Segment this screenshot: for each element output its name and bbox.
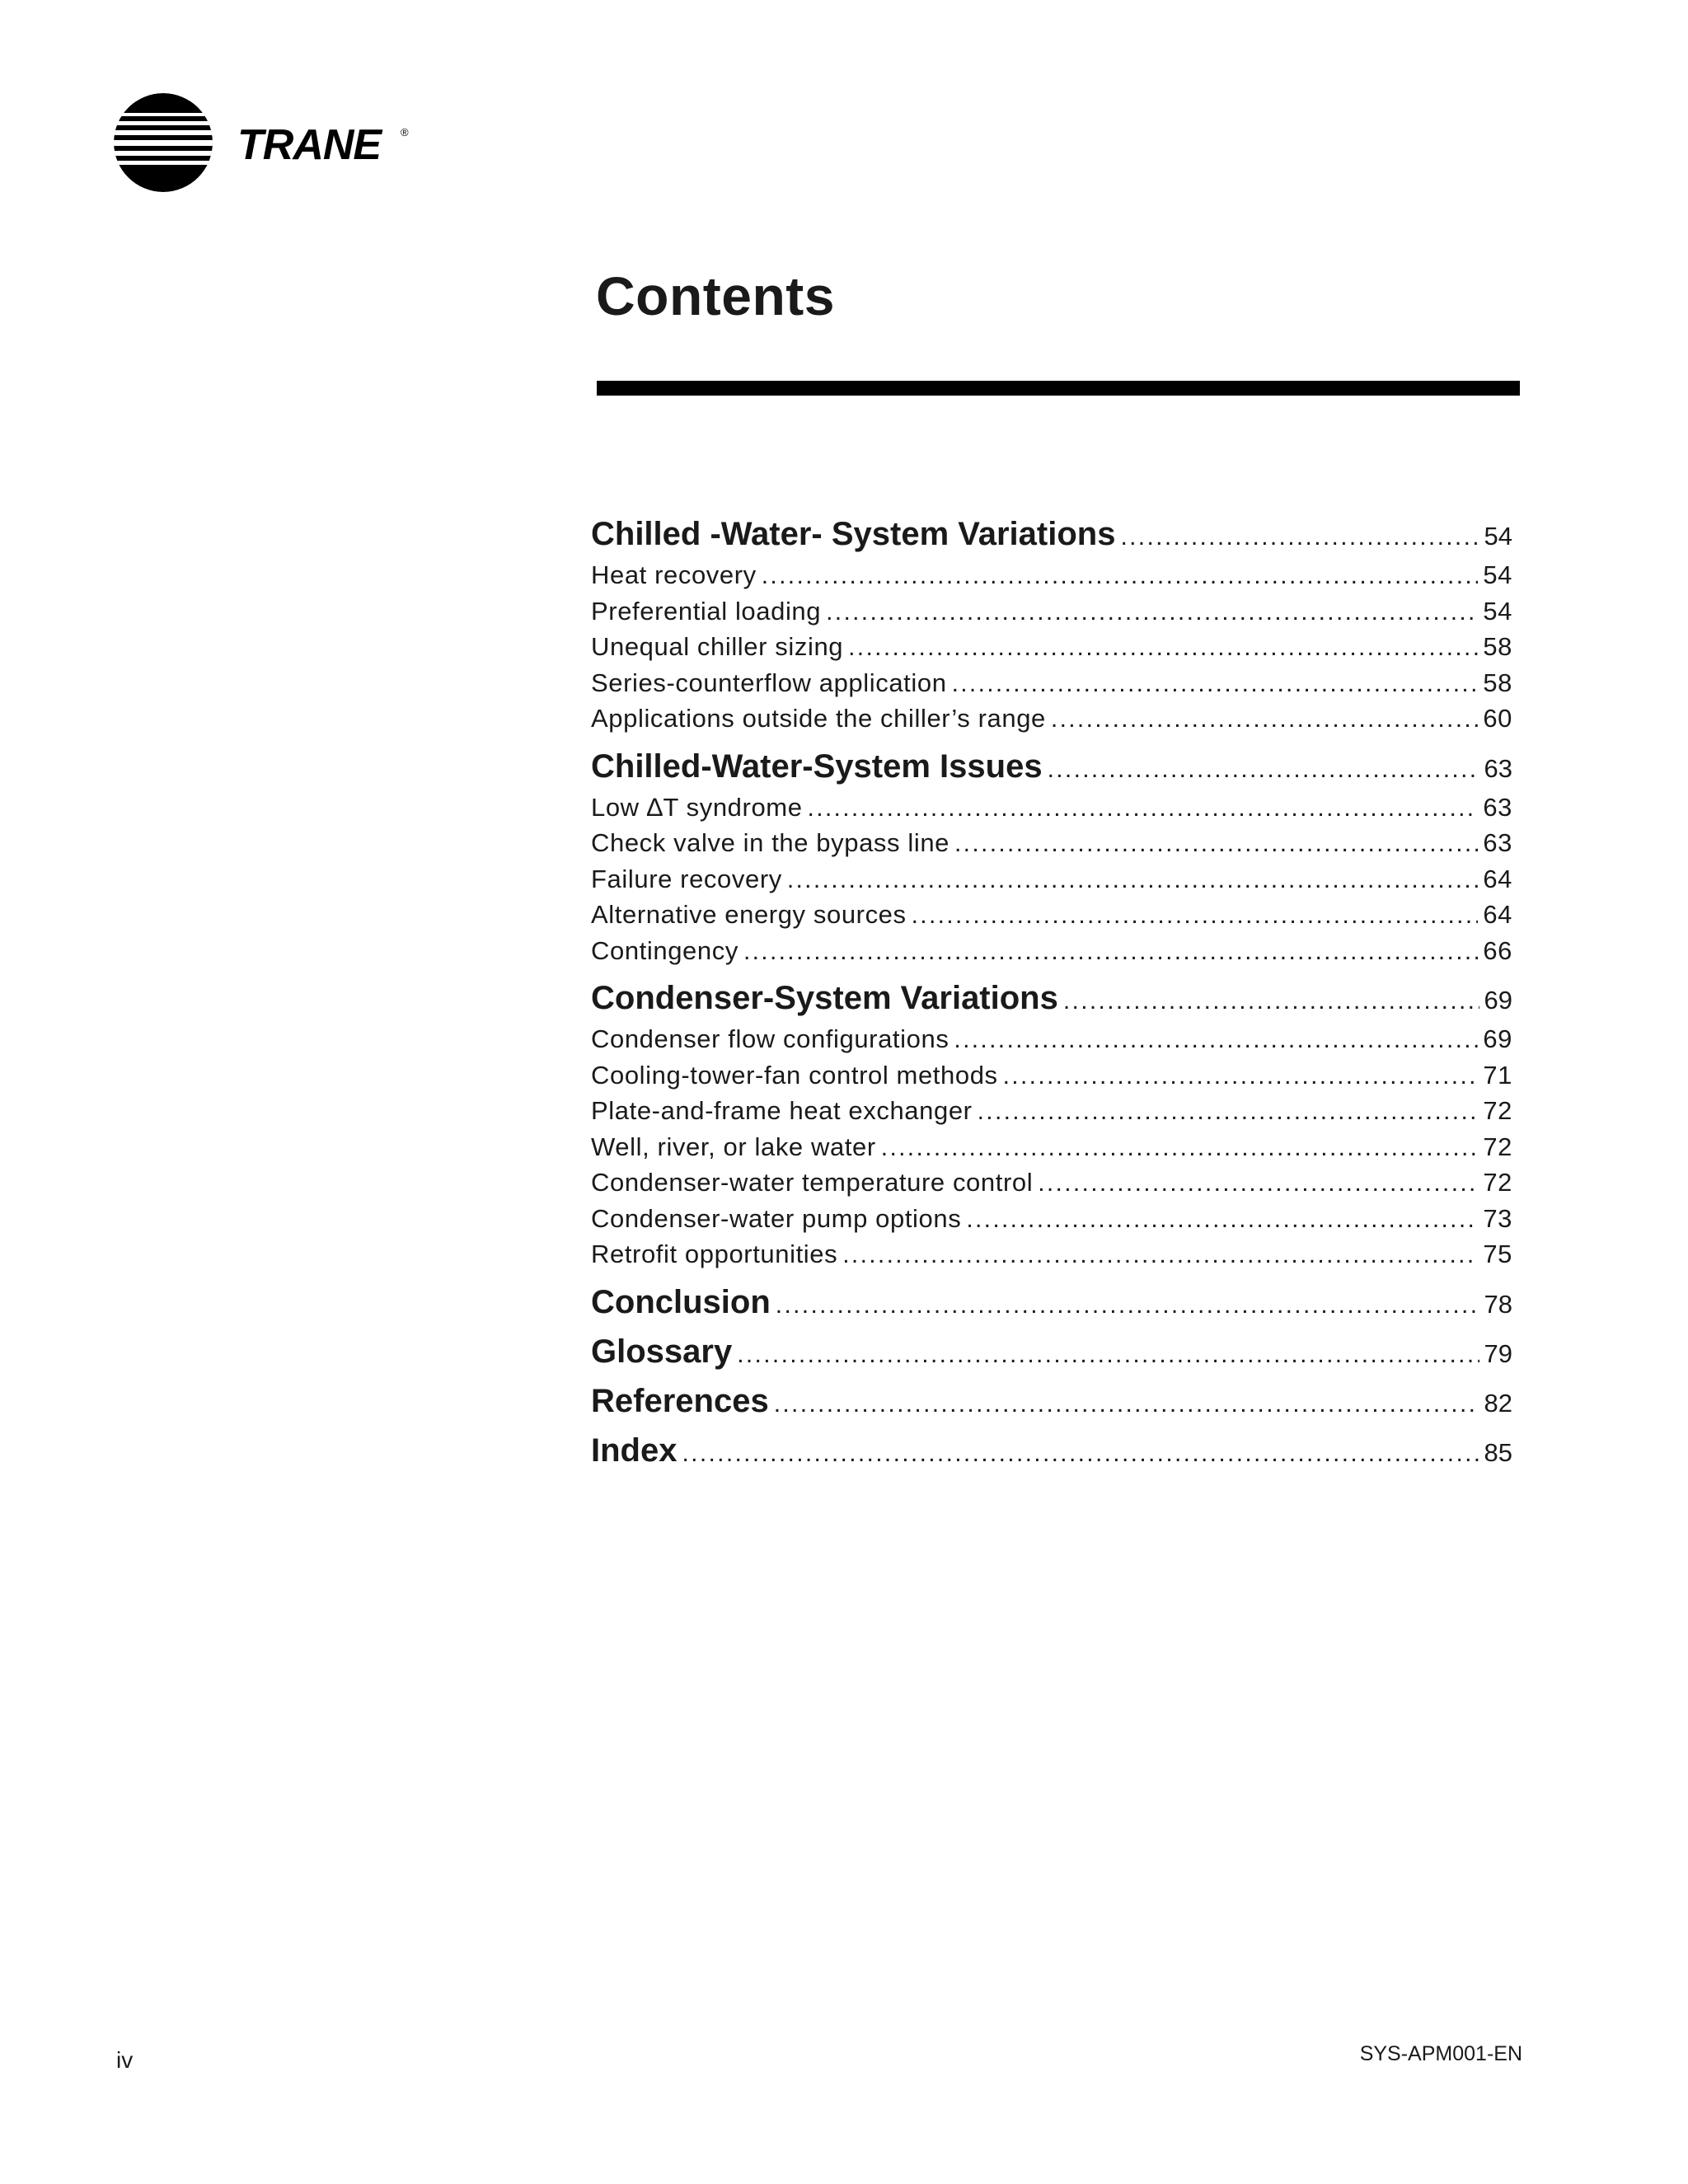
toc-item-label: Heat recovery [591, 560, 757, 589]
toc-item-label: Condenser-water temperature control [591, 1168, 1034, 1197]
toc-item-label: Well, river, or lake water [591, 1132, 876, 1161]
dot-leader [952, 666, 1479, 702]
toc-item[interactable] [591, 1093, 1512, 1129]
toc-item-label: Retrofit opportunities [591, 1240, 838, 1268]
toc-page-number: 58 [1483, 668, 1512, 697]
toc-page-number: 54 [1483, 560, 1512, 589]
toc-section-heading[interactable] [591, 975, 1512, 1021]
toc-section-title: References [591, 1382, 769, 1419]
dot-leader [848, 630, 1478, 666]
toc-page-number: 75 [1483, 1240, 1512, 1268]
page-number: iv [116, 2047, 134, 2073]
toc-section-title: Index [591, 1432, 678, 1469]
toc-page-number: 63 [1484, 753, 1512, 783]
toc-item[interactable] [591, 593, 1512, 630]
toc-section [591, 1427, 1512, 1474]
toc-item[interactable] [591, 701, 1512, 737]
toc-item-label: Low ∆T syndrome [591, 792, 803, 822]
toc-page-number: 64 [1483, 900, 1512, 929]
toc-section-heading[interactable] [591, 1378, 1512, 1424]
page-title: Contents [596, 265, 835, 326]
toc-page-number: 72 [1483, 1132, 1512, 1161]
toc-page-number: 60 [1483, 704, 1512, 733]
toc-page-number: 85 [1484, 1437, 1512, 1467]
toc-page-number: 63 [1483, 828, 1512, 857]
toc-page-number: 58 [1483, 632, 1512, 661]
toc-item[interactable] [591, 557, 1512, 593]
toc-item-label: Condenser flow configurations [591, 1024, 950, 1053]
dot-leader [1048, 747, 1479, 793]
toc-page-number: 54 [1484, 522, 1512, 551]
trane-logo [114, 91, 427, 194]
title-rule [597, 381, 1520, 396]
toc-section-heading[interactable] [591, 1279, 1512, 1325]
toc-section-heading[interactable] [591, 511, 1512, 557]
toc-item-label: Contingency [591, 935, 738, 965]
dot-leader [826, 594, 1478, 630]
brand-wordmark: TRANE [237, 121, 382, 169]
toc-item-label: Unequal chiller sizing [591, 632, 844, 661]
toc-item-label: Plate-and-frame heat exchanger [591, 1096, 973, 1125]
dot-leader [954, 826, 1478, 862]
dot-leader [776, 1282, 1479, 1329]
document-code: SYS-APM001-EN [1359, 2042, 1522, 2065]
dot-leader [881, 1130, 1479, 1166]
toc-page-number: 78 [1484, 1289, 1512, 1319]
toc-section [591, 1378, 1512, 1424]
dot-leader [1038, 1165, 1478, 1202]
toc-item[interactable] [591, 1236, 1512, 1272]
dot-leader [808, 790, 1479, 827]
toc-section-title: Chilled-Water-System Issues [591, 748, 1043, 785]
toc-item-label: Applications outside the chiller’s range [591, 704, 1046, 733]
toc-section [591, 511, 1512, 737]
toc-page-number: 82 [1484, 1388, 1512, 1418]
toc-item-label: Condenser-water pump options [591, 1203, 962, 1233]
toc-section-heading[interactable] [591, 743, 1512, 790]
dot-leader [966, 1202, 1478, 1238]
registered-mark: ® [401, 126, 409, 138]
toc-item[interactable] [591, 1021, 1512, 1057]
toc-section [591, 743, 1512, 969]
toc-section [591, 975, 1512, 1272]
toc-item[interactable] [591, 897, 1512, 933]
toc-page-number: 72 [1483, 1096, 1512, 1125]
dot-leader [762, 558, 1479, 594]
dot-leader [1003, 1058, 1479, 1094]
dot-leader [743, 934, 1478, 970]
toc-item[interactable] [591, 1201, 1512, 1237]
toc-item-label: Series-counterflow application [591, 668, 947, 697]
toc-item[interactable] [591, 665, 1512, 701]
table-of-contents [591, 511, 1512, 1477]
toc-item-label: Alternative energy sources [591, 900, 907, 929]
toc-item[interactable] [591, 825, 1512, 861]
toc-item[interactable] [591, 1057, 1512, 1094]
toc-item[interactable] [591, 1165, 1512, 1201]
toc-page-number: 54 [1483, 596, 1512, 626]
toc-item-label: Failure recovery [591, 864, 782, 893]
toc-page-number: 66 [1483, 935, 1512, 965]
toc-item-label: Cooling-tower-fan control methods [591, 1060, 998, 1090]
dot-leader [1051, 701, 1478, 738]
toc-section-heading[interactable] [591, 1427, 1512, 1474]
dot-leader [787, 862, 1478, 898]
dot-leader [682, 1431, 1479, 1477]
dot-leader [1120, 514, 1479, 560]
dot-leader [912, 898, 1479, 934]
toc-section [591, 1279, 1512, 1325]
toc-item-label: Preferential loading [591, 596, 822, 626]
toc-section-title: Conclusion [591, 1283, 771, 1320]
dot-leader [774, 1381, 1479, 1427]
dot-leader [954, 1022, 1478, 1058]
toc-item[interactable] [591, 790, 1512, 826]
dot-leader [842, 1237, 1478, 1273]
trane-logo-mark [114, 91, 427, 194]
toc-section [591, 1329, 1512, 1375]
toc-page-number: 64 [1483, 864, 1512, 893]
toc-section-title: Glossary [591, 1333, 733, 1370]
toc-item[interactable] [591, 933, 1512, 969]
toc-page-number: 69 [1484, 986, 1512, 1015]
toc-page-number: 72 [1483, 1168, 1512, 1197]
toc-item[interactable] [591, 1129, 1512, 1165]
toc-page-number: 71 [1483, 1060, 1512, 1090]
toc-page-number: 69 [1483, 1024, 1512, 1053]
toc-item[interactable] [591, 861, 1512, 898]
toc-section-title: Condenser-System Variations [591, 980, 1058, 1016]
toc-item[interactable] [591, 629, 1512, 665]
toc-item-label: Check valve in the bypass line [591, 828, 950, 857]
dot-leader [737, 1332, 1479, 1378]
toc-page-number: 63 [1483, 792, 1512, 822]
toc-section-heading[interactable] [591, 1329, 1512, 1375]
dot-leader [1063, 978, 1479, 1024]
toc-page-number: 73 [1483, 1203, 1512, 1233]
toc-page-number: 79 [1484, 1338, 1512, 1368]
dot-leader [978, 1094, 1479, 1130]
toc-section-title: Chilled -Water- System Variations [591, 516, 1116, 552]
